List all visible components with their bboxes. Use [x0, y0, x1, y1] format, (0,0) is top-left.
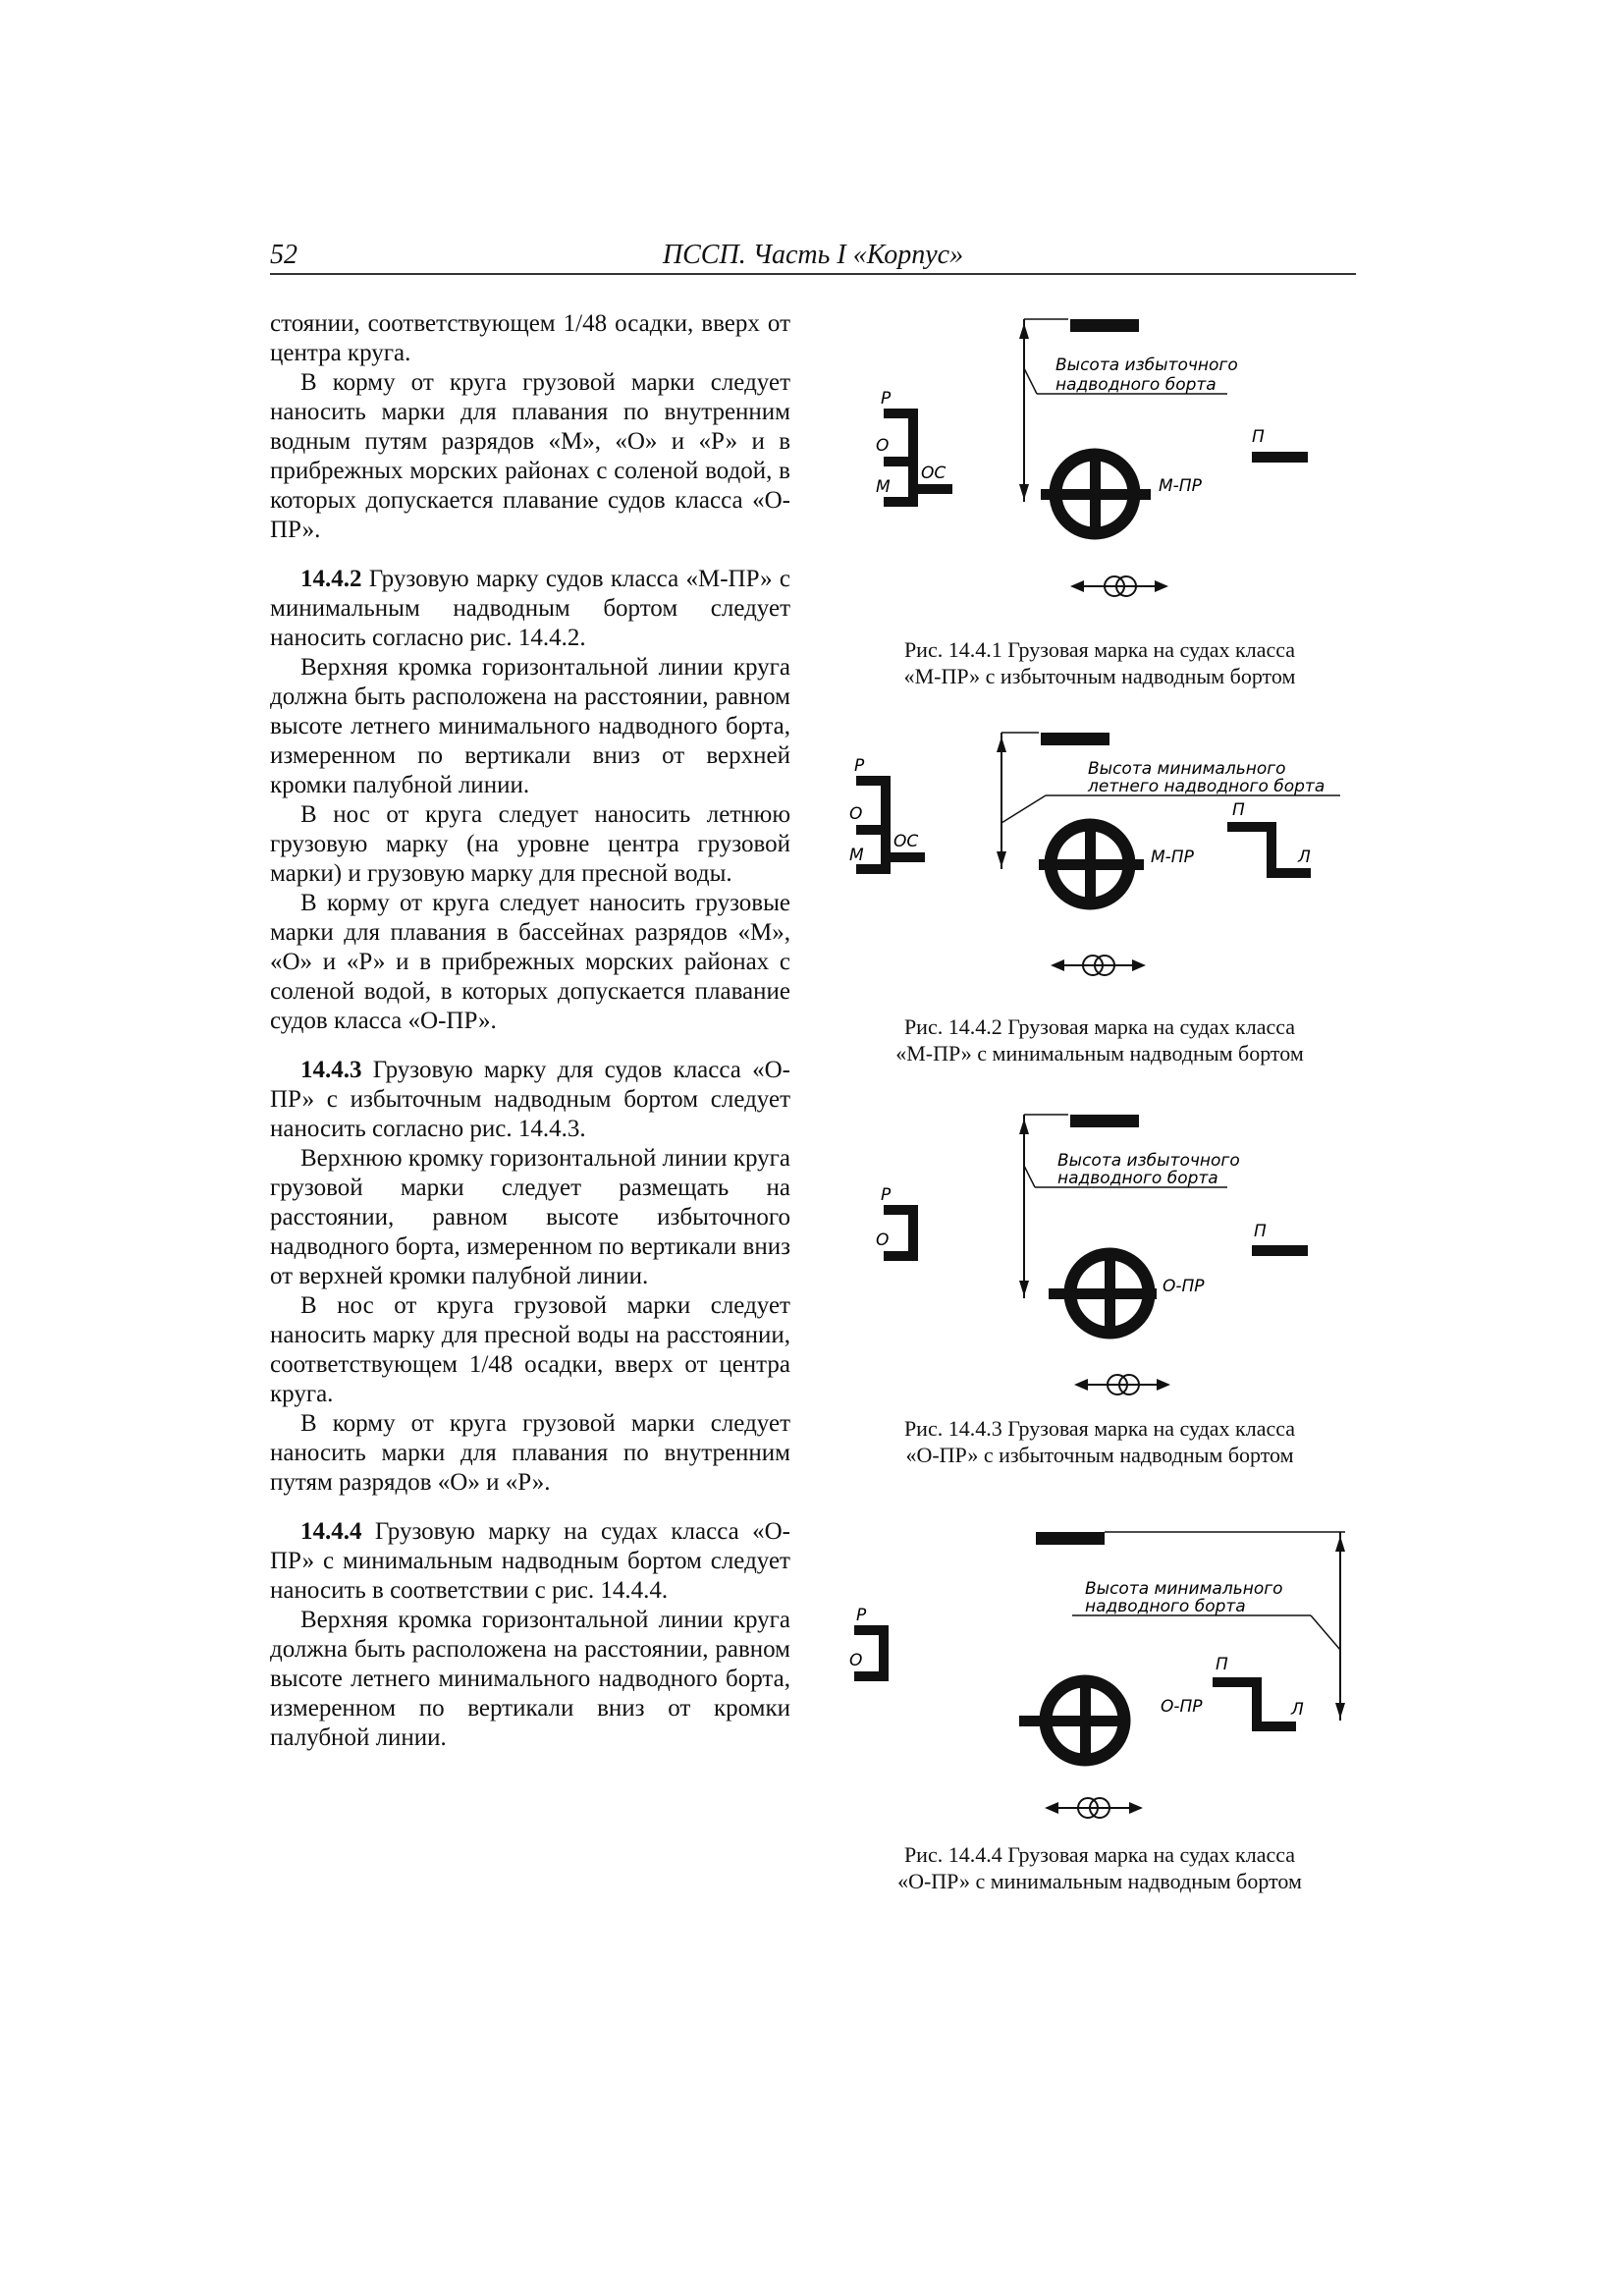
deck-line	[1070, 319, 1139, 332]
figure-14-4-4	[844, 1527, 1355, 1831]
paragraph: Верхняя кромка горизонтальной линии круга должна быть расположена на расстоянии, равном высоте летнего минимального надводного борта, измеренном по вертикали вниз от верхней кромки палубной линии.	[270, 654, 790, 798]
figure-14-4-2	[844, 725, 1355, 1010]
mark-label-p: Р	[881, 1185, 892, 1205]
mark-label-os: ОС	[921, 464, 947, 483]
paragraph: стоянии, соответствующем 1/48 осадки, вверх от центра круга.	[270, 310, 790, 366]
body-text-column	[270, 309, 790, 1753]
figure-caption-14-4-1	[844, 636, 1355, 689]
deck-line	[1070, 1115, 1139, 1127]
caption-line: «О-ПР» с минимальным надводным бортом	[897, 1869, 1302, 1893]
mark-label-p: Р	[881, 389, 892, 409]
section-14-4-4	[270, 1517, 790, 1606]
mark-label-class: О-ПР	[1161, 1697, 1203, 1717]
section-14-4-2	[270, 565, 790, 653]
figure-caption-14-4-4	[844, 1841, 1355, 1894]
page-header	[270, 240, 1356, 275]
mark-label-summer: Л	[1298, 847, 1311, 867]
mark-label-o: О	[849, 804, 863, 824]
section-number: 14.4.2	[300, 566, 362, 592]
section-text: Грузовую марку судов класса «М-ПР» с минимальным надводным бортом следует наносить согласно рис. 14.4.2.	[270, 566, 790, 651]
dimension-label-line2: надводного борта	[1055, 375, 1217, 395]
section-number: 14.4.4	[300, 1518, 362, 1545]
paragraph: Верхняя кромка горизонтальной линии круга должна быть расположена на расстоянии, равном высоте летнего минимального надводного борта, измеренном по вертикали вниз от кромки палубной линии.	[270, 1607, 790, 1751]
mark-label-fresh: П	[1232, 800, 1245, 820]
paragraph: В корму от круга следует наносить грузовые марки для плавания в бассейнах разрядов «М», «О» и «Р» и в прибрежных морских районах с соленой водой, в которых допускается плавание судов класса «О-ПР».	[270, 890, 790, 1034]
deck-line	[1036, 1532, 1105, 1545]
running-title: ПССП. Часть I «Корпус»	[662, 240, 964, 270]
paragraph: В корму от круга грузовой марки следует наносить марки для плавания по внутренним путям разрядов «О» и «Р».	[270, 1410, 790, 1496]
mark-label-class: О-ПР	[1163, 1277, 1205, 1296]
mark-label-o: О	[876, 1230, 890, 1250]
dimension-label-line1: Высота избыточного	[1057, 1151, 1240, 1171]
page-number: 52	[270, 240, 298, 270]
section-number: 14.4.3	[300, 1057, 362, 1083]
caption-line: «М-ПР» с минимальным надводным бортом	[895, 1041, 1304, 1066]
caption-line: «М-ПР» с избыточным надводным бортом	[903, 664, 1296, 688]
mark-label-os: ОС	[893, 832, 919, 851]
paragraph: В нос от круга грузовой марки следует наносить марку для пресной воды на расстоянии, соответствующем 1/48 осадки, вверх от центра круга.	[270, 1292, 790, 1407]
mark-label-class: М-ПР	[1151, 847, 1194, 867]
section-text: Грузовую марку для судов класса «О-ПР» с избыточным надводным бортом следует наносить согласно рис. 14.4.3.	[270, 1057, 790, 1142]
paragraph: В корму от круга грузовой марки следует наносить марки для плавания по внутренним водным путям разрядов «М», «О» и «Р» и в прибрежных морских районах с соленой водой, в которых допускается плавание судов класса «О-ПР».	[270, 369, 790, 543]
mark-label-fresh: П	[1254, 1222, 1267, 1241]
mark-label-class: М-ПР	[1159, 476, 1202, 496]
mark-label-o: О	[876, 436, 890, 456]
dimension-label-line1: Высота минимального	[1085, 1579, 1283, 1599]
figure-caption-14-4-2	[844, 1013, 1355, 1066]
figure-caption-14-4-3	[844, 1415, 1355, 1468]
paragraph: Верхнюю кромку горизонтальной линии круга грузовой марки следует размещать на расстоянии, равном высоте избыточного надводного борта, измеренном по вертикали вниз от верхней кромки палубной линии.	[270, 1145, 790, 1289]
figure-14-4-3	[864, 1105, 1335, 1419]
mark-label-p: Р	[856, 1606, 867, 1625]
caption-line: Рис. 14.4.3 Грузовая марка на судах класса	[903, 1416, 1296, 1441]
paragraph: В нос от круга следует наносить летнюю грузовую марку (на уровне центра грузовой марки) и грузовую марку для пресной воды.	[270, 801, 790, 887]
caption-line: Рис. 14.4.4 Грузовая марка на судах класса	[903, 1842, 1296, 1867]
mark-label-m: М	[876, 477, 891, 497]
caption-line: Рис. 14.4.2 Грузовая марка на судах класса	[903, 1014, 1296, 1039]
dimension-label-line2: надводного борта	[1057, 1169, 1218, 1188]
figure-14-4-1	[864, 309, 1335, 624]
section-text: Грузовую марку на судах класса «О-ПР» с минимальным надводным бортом следует наносить в соответствии с рис. 14.4.4.	[270, 1518, 790, 1604]
dimension-label-line2: надводного борта	[1085, 1597, 1246, 1616]
mark-label-summer: Л	[1291, 1700, 1304, 1720]
caption-line: Рис. 14.4.1 Грузовая марка на судах класса	[903, 637, 1296, 662]
section-14-4-3	[270, 1056, 790, 1144]
mark-label-fresh: П	[1216, 1655, 1228, 1674]
mark-label-p: Р	[854, 756, 865, 776]
dimension-label-line1: Высота минимального	[1088, 759, 1286, 779]
deck-line	[1041, 733, 1109, 745]
mark-label-fresh: П	[1252, 427, 1265, 447]
mark-label-o: О	[849, 1651, 863, 1670]
caption-line: «О-ПР» с избыточным надводным бортом	[905, 1443, 1294, 1467]
dimension-label-line2: летнего надводного борта	[1088, 777, 1325, 796]
dimension-label-line1: Высота избыточного	[1055, 355, 1238, 375]
mark-label-m: М	[849, 846, 864, 865]
